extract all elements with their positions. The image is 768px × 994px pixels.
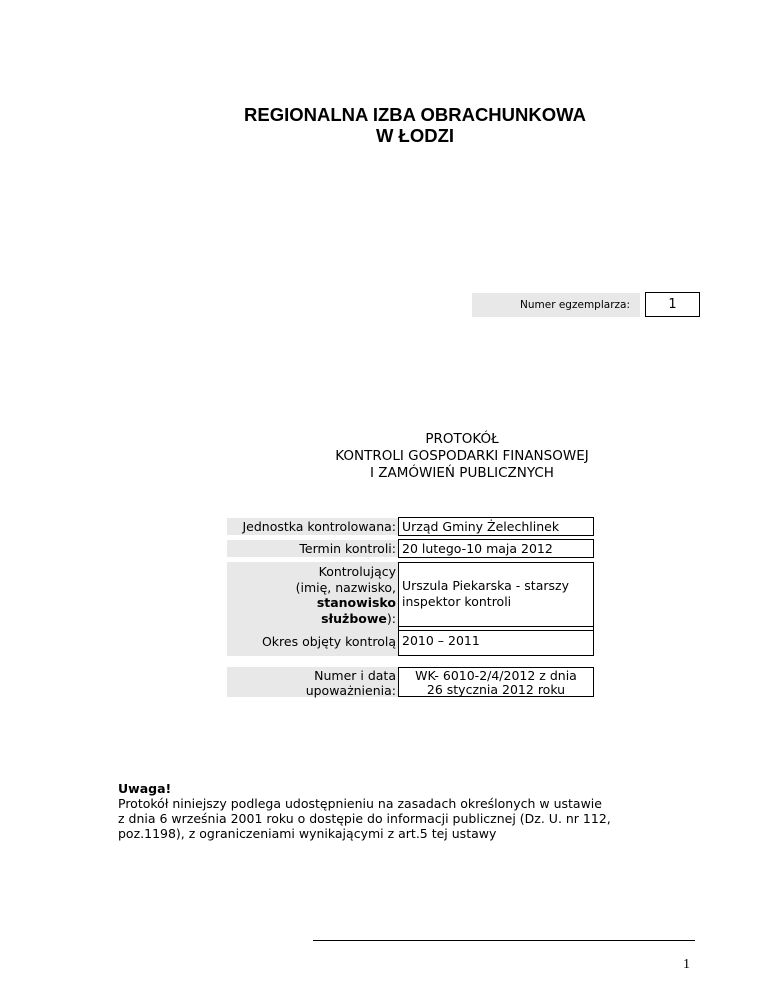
controller-value	[398, 562, 594, 631]
controller-label-line2: (imię, nazwisko,	[295, 579, 396, 595]
notice-line1: Protokół niniejszy podlega udostępnieniu na zasadach określonych w ustawie	[118, 796, 602, 811]
notice	[118, 781, 611, 841]
protocol-title	[262, 431, 662, 482]
controller-label-line4-bold: służbowe	[321, 610, 387, 626]
controller-label-line4-end: ):	[386, 610, 396, 626]
controller-label-line1: Kontrolujący	[318, 564, 396, 579]
period-value: 2010 – 2011	[398, 626, 594, 656]
controller-value-line1: Urszula Piekarska - starszy	[402, 578, 569, 593]
authorization-label-line2: upoważnienia:	[305, 683, 396, 698]
authorization-value	[398, 667, 594, 697]
copy-number-value: 1	[645, 292, 700, 317]
authorization-label-line1: Numer i data	[314, 668, 396, 683]
protocol-title-line3: I ZAMÓWIEŃ PUBLICZNYCH	[370, 465, 554, 481]
copy-number-label: Numer egzemplarza:	[472, 293, 640, 317]
page-number: 1	[683, 957, 690, 972]
unit-label: Jednostka kontrolowana:	[227, 518, 398, 535]
protocol-title-line2: KONTROLI GOSPODARKI FINANSOWEJ	[335, 448, 589, 464]
protocol-title-line1: PROTOKÓŁ	[425, 431, 499, 447]
institution-title-line1: REGIONALNA IZBA OBRACHUNKOWA	[244, 104, 586, 125]
authorization-value-line1: WK- 6010-2/4/2012 z dnia	[415, 668, 577, 683]
authorization-label	[227, 667, 398, 697]
notice-title: Uwaga!	[118, 781, 172, 796]
institution-title	[0, 104, 768, 146]
period-label: Okres objęty kontrolą	[227, 628, 398, 656]
controller-label-line3: stanowisko	[316, 595, 396, 610]
notice-line3: poz.1198), z ograniczeniami wynikającymi z art.5 tej ustawy	[118, 826, 497, 841]
unit-value: Urząd Gminy Żelechlinek	[398, 517, 594, 536]
controller-label-line4	[227, 611, 396, 627]
notice-line2: z dnia 6 września 2001 roku o dostępie do informacji publicznej (Dz. U. nr 112,	[118, 811, 611, 826]
term-label: Termin kontroli:	[227, 540, 398, 557]
controller-label	[227, 562, 398, 631]
footer-divider	[313, 940, 695, 941]
authorization-value-line2: 26 stycznia 2012 roku	[426, 682, 566, 697]
term-value: 20 lutego-10 maja 2012	[398, 539, 594, 558]
controller-value-line2: inspektor kontroli	[402, 593, 512, 609]
institution-title-line2: W ŁODZI	[375, 125, 455, 146]
